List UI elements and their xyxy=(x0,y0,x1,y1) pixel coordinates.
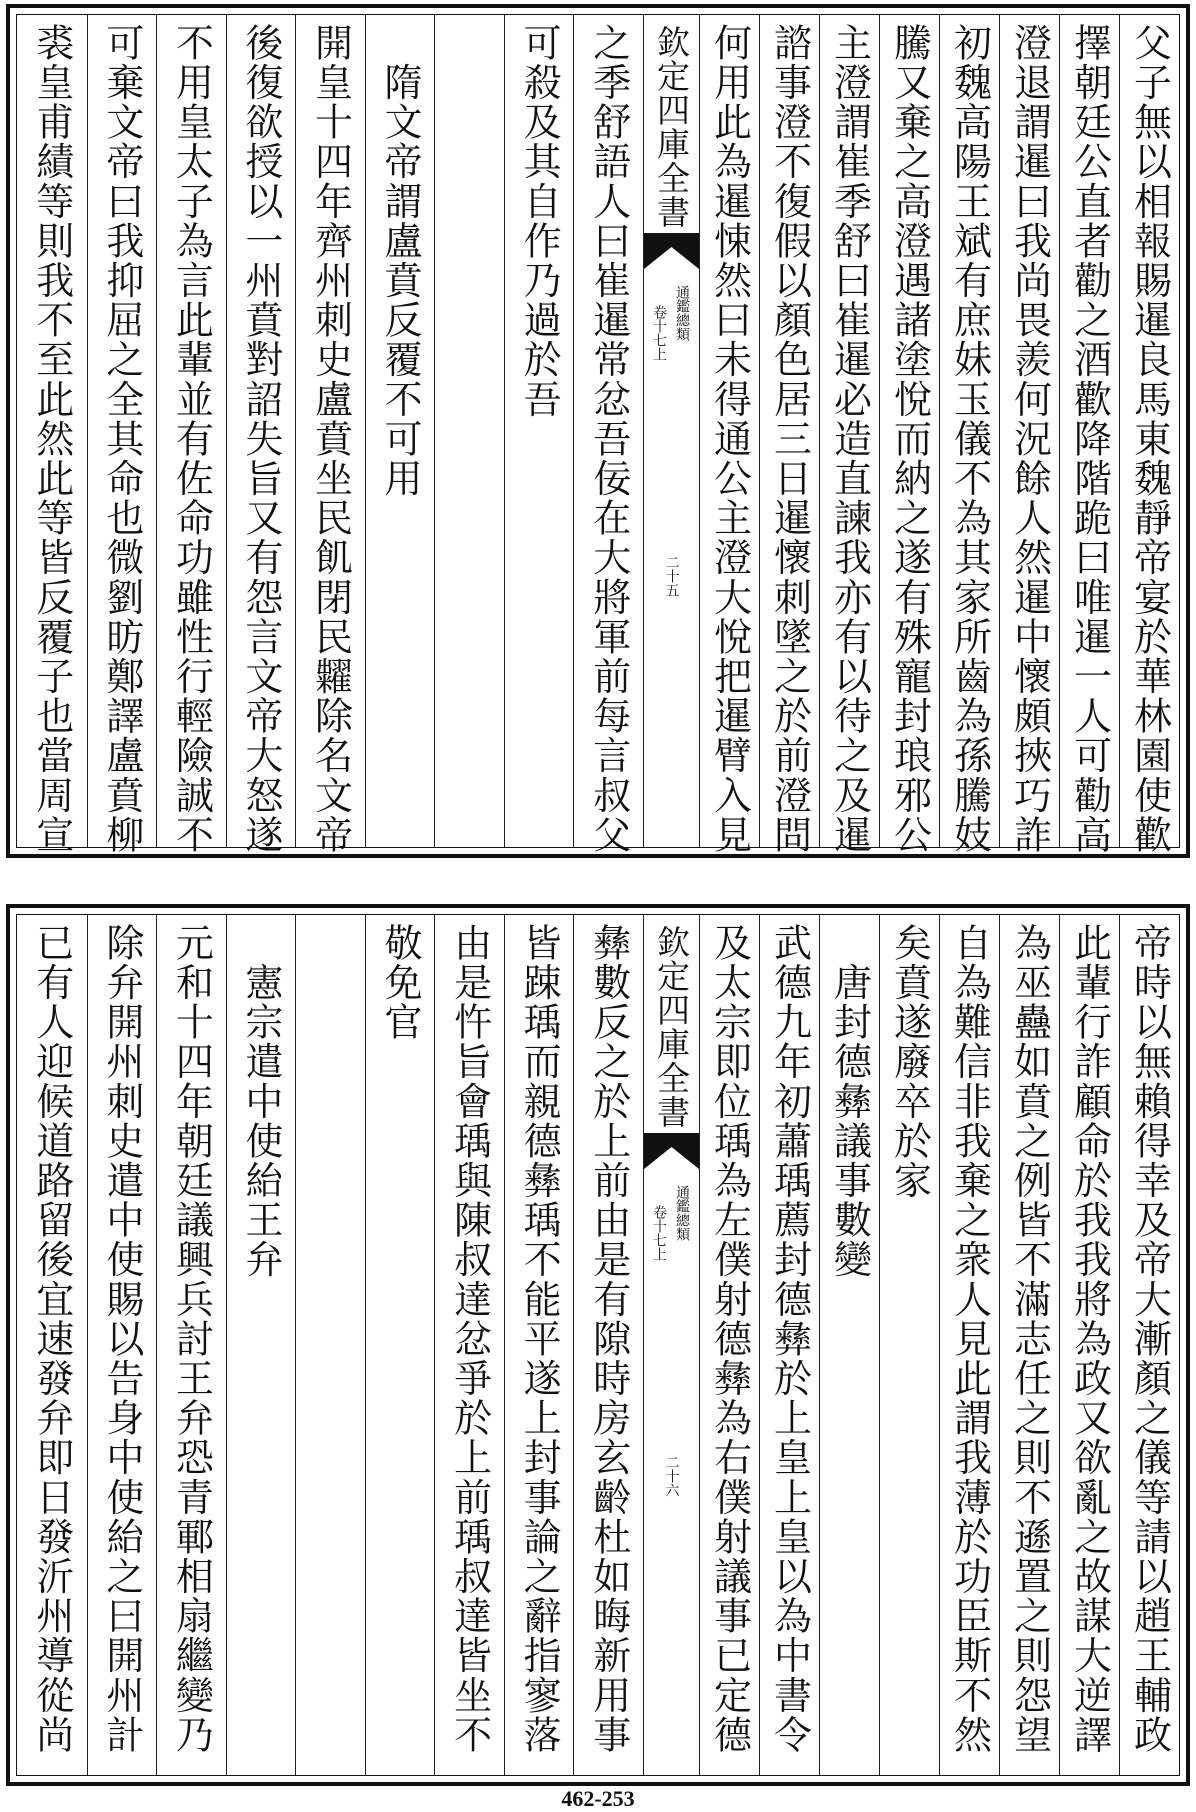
bottom-text-column xyxy=(226,915,296,1775)
bottom-text-column xyxy=(156,915,226,1775)
fish-tail-mark-icon xyxy=(644,1133,699,1175)
fish-tail-mark-icon xyxy=(644,233,699,275)
top-text-column xyxy=(1059,15,1119,855)
column-text: 元和十四年朝廷議興兵討王弁恐青鄆相扇繼變乃 xyxy=(169,923,214,1755)
bottom-text-column xyxy=(573,915,643,1775)
column-text: 憲宗遣中使紿王弁 xyxy=(238,923,283,1280)
column-text: 可棄文帝曰我抑屈之全其命也微劉昉鄭譯盧賁柳 xyxy=(99,23,144,855)
column-text: 此輩行詐顧命於我我將為政又欲亂之故謀大逆譯 xyxy=(1067,923,1112,1755)
volume-label: 通鑑總類 xyxy=(674,285,690,341)
column-text: 彝數反之於上前由是有隙時房玄齡杜如晦新用事 xyxy=(586,923,631,1755)
column-text: 裘皇甫績等則我不至此然此等皆反覆子也當周宣 xyxy=(29,23,74,855)
column-text: 及太宗即位瑀為左僕射德彝為右僕射議事已定德 xyxy=(707,923,752,1755)
column-text: 初魏高陽王斌有庶妹玉儀不為其家所齒為孫騰妓 xyxy=(947,23,992,855)
bottom-text-column xyxy=(699,915,759,1775)
top-text-column xyxy=(699,15,759,855)
bottom-page-grid xyxy=(16,914,1180,1776)
column-text: 隋文帝謂盧賁反覆不可用 xyxy=(378,23,423,499)
top-page-frame xyxy=(6,4,1190,858)
page-number: 462-253 xyxy=(561,1786,635,1811)
top-text-column xyxy=(573,15,643,855)
column-text: 主澄謂崔季舒曰崔暹必造直諫我亦有以待之及暹 xyxy=(827,23,872,855)
bottom-text-column xyxy=(17,915,87,1775)
bottom-text-column xyxy=(365,915,435,1775)
top-text-column xyxy=(226,15,296,855)
top-text-column xyxy=(939,15,999,855)
top-text-column xyxy=(434,15,504,847)
column-text: 何用此為暹悚然曰未得通公主澄大悅把暹臂入見 xyxy=(707,23,752,855)
column-text: 已有人迎候道路留後宜速發弁即日發沂州導從尚 xyxy=(29,923,74,1755)
column-text: 父子無以相報賜暹良馬東魏靜帝宴於華林園使歡 xyxy=(1127,23,1172,855)
bottom-text-column xyxy=(939,915,999,1775)
column-text: 澄退謂暹曰我尚畏羨何況餘人然暹中懷頗挾巧詐 xyxy=(1007,23,1052,855)
column-text: 除弁開州刺史遣中使賜以告身中使紿之曰開州計 xyxy=(99,923,144,1755)
bottom-text-column xyxy=(819,915,879,1775)
top-text-column xyxy=(759,15,819,855)
column-text: 自為難信非我棄之衆人見此謂我薄於功臣斯不然 xyxy=(947,923,992,1755)
folio-number: 二十五 xyxy=(663,555,680,597)
bottom-text-column xyxy=(759,915,819,1775)
book-title: 欽定四庫全書 xyxy=(652,25,691,229)
top-book-margin xyxy=(643,15,699,847)
column-text: 由是忤旨會瑀與陳叔達忿爭於上前瑀叔達皆坐不 xyxy=(447,923,492,1755)
bottom-page-frame xyxy=(6,904,1190,1786)
column-text: 後復欲授以一州賁對詔失旨又有怨言文帝大怒遂 xyxy=(238,23,283,855)
bottom-text-column xyxy=(999,915,1059,1775)
column-text: 開皇十四年齊州刺史盧賁坐民飢閉民糶除名文帝 xyxy=(308,23,353,855)
bottom-text-column xyxy=(87,915,157,1775)
column-text: 皆踈瑀而親德彝瑀不能平遂上封事論之辭指寥落 xyxy=(517,923,562,1755)
volume-label: 通鑑總類 xyxy=(674,1185,690,1241)
column-text: 騰又棄之高澄遇諸塗悅而納之遂有殊寵封琅邪公 xyxy=(887,23,932,855)
bottom-text-column xyxy=(295,915,365,1775)
top-text-column xyxy=(1119,15,1179,855)
bottom-text-column xyxy=(1119,915,1179,1775)
column-text: 武德九年初蕭瑀薦封德彝於上皇上皇以為中書令 xyxy=(767,923,812,1755)
chapter-label: 卷十七上 xyxy=(651,305,667,361)
bottom-text-column xyxy=(434,915,504,1775)
column-text: 可殺及其自作乃過於吾 xyxy=(517,23,562,419)
book-title: 欽定四庫全書 xyxy=(652,925,691,1129)
top-text-column xyxy=(156,15,226,855)
top-text-column xyxy=(819,15,879,855)
column-text: 敬免官 xyxy=(378,923,423,1042)
column-text: 唐封德彝議事數變 xyxy=(827,923,872,1280)
column-text: 諮事澄不復假以顏色居三日暹懷刺墜之於前澄問 xyxy=(767,23,812,855)
top-text-column xyxy=(365,15,435,847)
column-text: 矣賁遂廢卒於家 xyxy=(887,923,932,1201)
top-text-column xyxy=(999,15,1059,855)
chapter-label: 卷十七上 xyxy=(651,1205,667,1261)
column-text: 為巫蠱如賁之例皆不滿志任之則不遜置之則怨望 xyxy=(1007,923,1052,1755)
column-text: 擇朝廷公直者勸之酒歡降階跪曰唯暹一人可勸高 xyxy=(1067,23,1112,855)
bottom-text-column xyxy=(504,915,574,1775)
top-text-column xyxy=(295,15,365,855)
column-text: 不用皇太子為言此輩並有佐命功雖性行輕險誠不 xyxy=(169,23,214,855)
column-text: 之季舒語人曰崔暹常忿吾佞在大將軍前每言叔父 xyxy=(586,23,631,855)
bottom-book-margin xyxy=(643,915,699,1775)
bottom-text-column xyxy=(879,915,939,1775)
top-text-column xyxy=(87,15,157,855)
folio-number: 二十六 xyxy=(663,1455,680,1497)
top-page-grid xyxy=(16,14,1180,855)
column-text: 帝時以無賴得幸及帝大漸顏之儀等請以趙王輔政 xyxy=(1127,923,1172,1755)
bottom-text-column xyxy=(1059,915,1119,1775)
top-text-column xyxy=(504,15,574,847)
top-text-column xyxy=(17,15,87,855)
top-text-column xyxy=(879,15,939,855)
